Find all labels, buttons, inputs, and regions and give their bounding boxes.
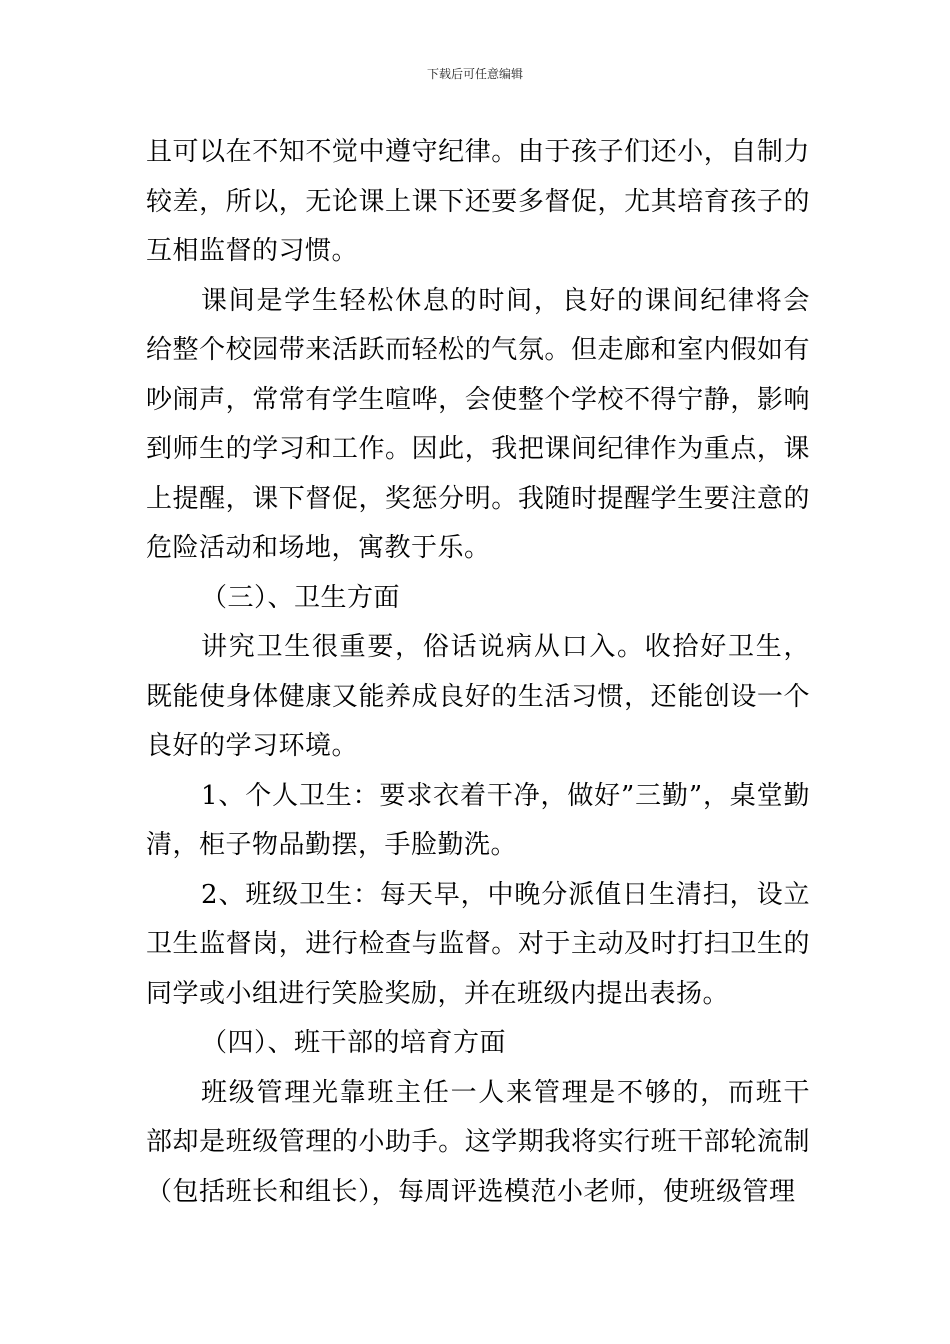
paragraph-hygiene-intro: 讲究卫生很重要，俗话说病从口入。收拾好卫生，既能使身体健康又能养成良好的生活习惯，还能创设一个良好的学习环境。	[146, 632, 810, 761]
section-heading-class-cadres: （四）、班干部的培育方面	[201, 1028, 507, 1058]
document-body	[146, 128, 810, 1217]
paragraph-discipline-end: 且可以在不知不觉中遵守纪律。由于孩子们还小，自制力较差，所以，无论课上课下还要多督促，尤其培育孩子的互相监督的习惯。	[146, 137, 810, 266]
paragraph-class-cadres: 班级管理光靠班主任一人来管理是不够的，而班干部却是班级管理的小助手。这学期我将实行班干部轮流制（包括班长和组长），每周评选模范小老师，使班级管理	[146, 1077, 810, 1207]
paragraph-personal-hygiene: 1、个人卫生：要求衣着干净，做好”三勤”，桌堂勤清，柜子物品勤摆，手脸勤洗。	[146, 780, 810, 860]
section-heading-hygiene: （三）、卫生方面	[201, 582, 401, 613]
page-header-note: 下载后可任意编辑	[426, 67, 523, 81]
paragraph-class-hygiene: 2、班级卫生：每天早，中晚分派值日生清扫，设立卫生监督岗，进行检查与监督。对于主动及时打扫卫生的同学或小组进行笑脸奖励，并在班级内提出表扬。	[146, 879, 810, 1009]
paragraph-break-discipline: 课间是学生轻松休息的时间，良好的课间纪律将会给整个校园带来活跃而轻松的气氛。但走廊和室内假如有吵闹声，常常有学生喧哗，会使整个学校不得宁静，影响到师生的学习和工作。因此，我把课间纪律作为重点，课上提醒，课下督促，奖惩分明。我随时提醒学生要注意的危险活动和场地，寓教于乐。	[146, 285, 810, 563]
